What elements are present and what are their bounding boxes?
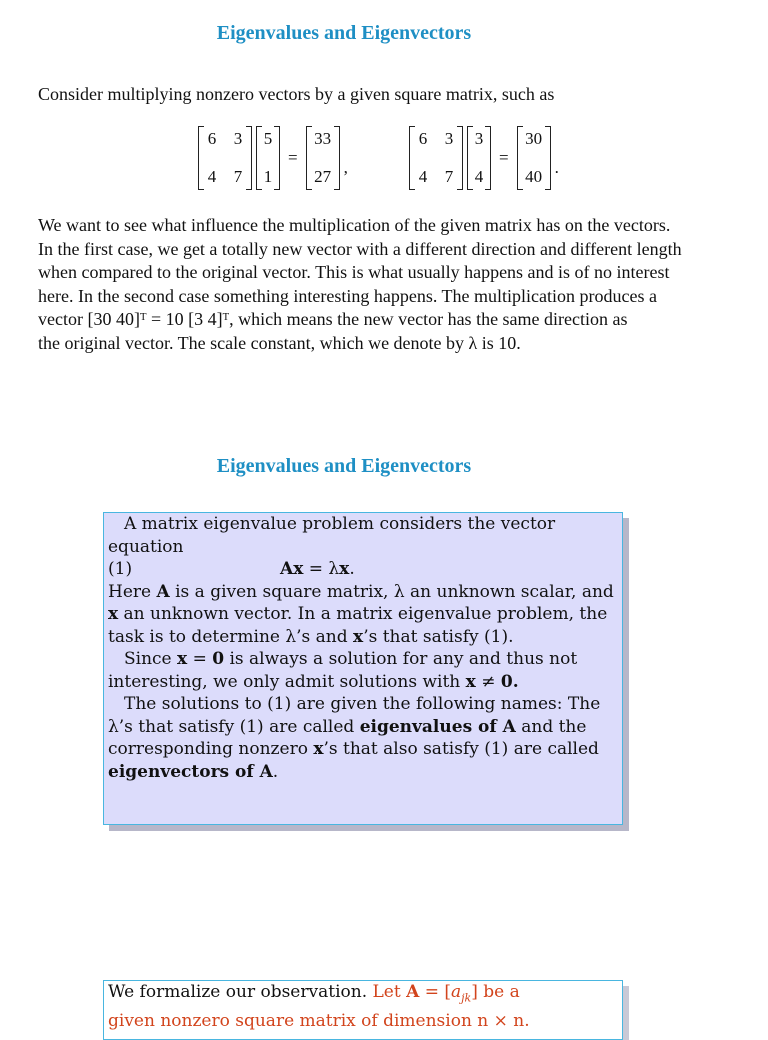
text-line: We want to see what influence the multiplication of the given matrix has on the vectors. [38,215,671,235]
text-paragraph: Here A is a given square matrix, λ an unknown scalar, and x an unknown vector. In a matrix eigenvalue problem, the task is to determine λ’s and x’s that satisfy (1). [108,581,614,647]
text-paragraph: A matrix eigenvalue problem considers the vector equation [108,514,556,557]
definition-box [103,512,623,825]
text-paragraph: We formalize our observation. Let $A = [a_{jk}]$ be a [108,982,520,1005]
matrix-entry: 6 [418,129,428,148]
vector-entry: 33 [314,129,332,148]
result-vector [517,126,551,190]
text-line: when compared to the original vector. This is what usually happens and is of no interest [38,262,670,282]
vector-entry: 40 [525,167,543,186]
vector-entry: 5 [263,129,273,148]
text-line: the original vector. The scale constant, which we denote by λ is 10. [38,332,521,353]
equals-sign: = [288,148,298,167]
vector [467,126,491,190]
text-paragraph: The solutions to (1) are given the following names: The λ’s that satisfy (1) are called eigenvalues of A and the corresponding nonzero x’s that also satisfy (1) are called eigenvectors of A. [108,694,601,782]
text-paragraph: Since x = 0 is always a solution for any and thus not interesting, we only admit solutions with x ≠ 0. [108,649,578,692]
matrix-entry: 6 [207,129,217,148]
vector [256,126,280,190]
matrix-entry: 7 [233,167,243,186]
text-line: here. In the second case something interesting happens. The multiplication produces a [38,285,657,306]
matrix-equation-2 [407,126,559,190]
equation-line [108,558,618,581]
result-vector [306,126,340,190]
text-line: vector [30 40]ᵀ = 10 [3 4]ᵀ, which means the new vector has the same direction as [38,309,628,329]
matrix-entry: 7 [444,167,454,186]
matrix-equation-1 [196,126,348,190]
text-line: In the first case, we get a totally new vector with a different direction and different length [38,238,682,259]
matrix-entry: 4 [207,167,217,186]
section-title: Eigenvalues and Eigenvectors [216,455,472,477]
explanation-paragraph [38,214,736,355]
equals-sign: = [499,148,509,167]
punctuation: , [343,158,348,177]
vector-entry: 1 [263,167,273,186]
matrix-entry: 3 [233,129,243,148]
matrix [409,126,463,190]
equation: Ax = λx. [280,559,355,579]
equation-number: (1) [108,559,133,579]
matrix-entry: 4 [418,167,428,186]
formalization-box [103,980,623,1040]
vector-entry: 30 [525,129,543,148]
vector-entry: 4 [474,167,484,186]
matrix [198,126,252,190]
matrix-entry: 3 [444,129,454,148]
intro-text: Consider multiplying nonzero vectors by a given square matrix, such as [38,84,555,104]
punctuation: . [554,158,559,177]
vector-entry: 27 [314,167,332,186]
section-title: Eigenvalues and Eigenvectors [216,22,472,44]
vector-entry: 3 [474,129,484,148]
text-line: given nonzero square matrix of dimension n × n. [108,1010,530,1031]
